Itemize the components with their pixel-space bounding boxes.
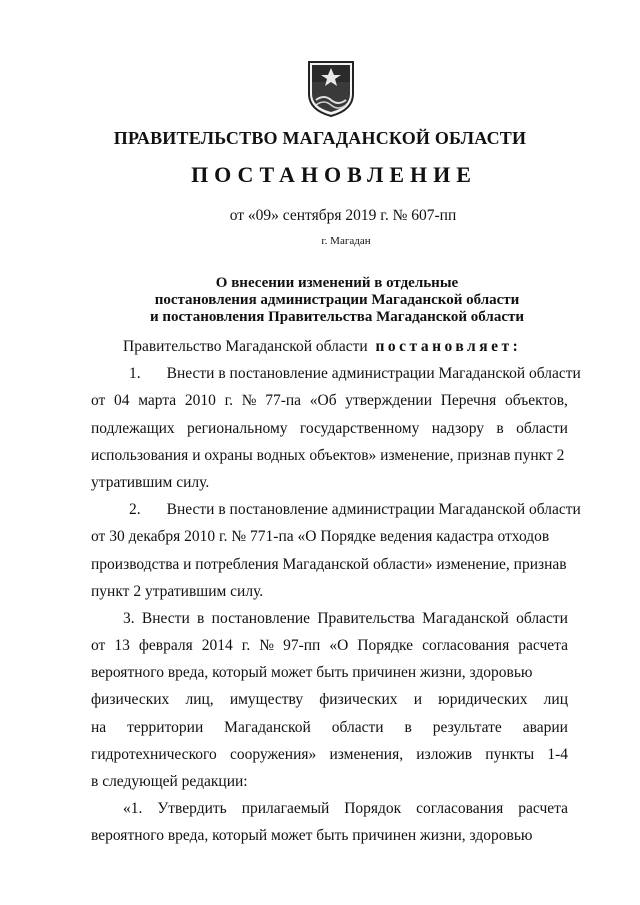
text-word: территории [127, 718, 204, 736]
text-word: февраля [138, 637, 193, 655]
text-word: 1. [129, 365, 141, 383]
text-word: вероятного вреда, который может быть причинен жизни, здоровью [91, 664, 533, 682]
text-line [91, 741, 568, 768]
text-word: использования и охраны водных объектов» изменение, признав пункт 2 [91, 446, 565, 464]
text-word: 13 [114, 637, 130, 655]
text-word: согласования [416, 800, 504, 818]
text-word: аварии [522, 718, 568, 736]
text-word: объектов, [504, 392, 568, 410]
text-word: на [91, 718, 107, 736]
preamble-keyword: постановляет: [375, 338, 522, 355]
text-word: 2014 [201, 637, 233, 655]
text-line [91, 469, 568, 496]
text-word: гидротехнического [91, 745, 217, 763]
text-word: Магаданской [422, 609, 509, 627]
text-word: в [404, 718, 412, 736]
paragraph-3 [91, 605, 568, 795]
text-word: утратившим силу. [91, 473, 210, 491]
text-word: от 30 декабря 2010 г. № 771-па «О Порядке ведения кадастра отходов [91, 528, 550, 546]
text-word: производства и потребления Магаданской области» изменение, признав [91, 555, 567, 573]
text-line [91, 360, 581, 387]
text-word: надзору [431, 419, 485, 437]
text-word: от [91, 392, 106, 410]
text-line [91, 714, 568, 741]
text-word: Магаданской [224, 718, 311, 736]
preamble [91, 333, 568, 360]
text-word: «О [329, 637, 349, 655]
text-word: области [331, 718, 384, 736]
text-word: 2010 [184, 392, 216, 410]
text-word: расчета [518, 800, 568, 818]
text-word: 77-па [265, 392, 302, 410]
text-line [91, 523, 568, 550]
text-word: г. [241, 637, 251, 655]
text-word: Порядок [344, 800, 402, 818]
text-word: вероятного вреда, который может быть причинен жизни, здоровью [91, 827, 533, 845]
text-word: Внести [141, 609, 190, 627]
text-word: области [516, 609, 568, 627]
paragraph-1 [91, 360, 581, 496]
text-word: результате [432, 718, 502, 736]
text-word: Внести в постановление администрации Магаданской области [166, 365, 581, 383]
document-city: г. Магадан [321, 235, 371, 247]
text-word: от [91, 637, 106, 655]
text-word: сооружения» [229, 745, 317, 763]
text-line [91, 578, 568, 605]
text-word: лиц, [185, 691, 214, 709]
text-word: в [197, 609, 205, 627]
document-type: ПОСТАНОВЛЕНИЕ [191, 162, 477, 187]
text-word: 04 [114, 392, 130, 410]
subject-line: и постановления Правительства Магаданской области [149, 309, 525, 325]
text-word: Порядке [357, 637, 414, 655]
subject-line: постановления администрации Магаданской области [154, 292, 520, 308]
text-word: физических [319, 691, 398, 709]
text-word: юридических [438, 691, 528, 709]
text-word: изменения, [329, 745, 404, 763]
document-subject [0, 275, 640, 326]
text-word: г. [224, 392, 234, 410]
government-name: ПРАВИТЕЛЬСТВО МАГАДАНСКОЙ ОБЛАСТИ [113, 128, 527, 148]
text-word: имуществу [229, 691, 304, 709]
document-body [91, 333, 581, 850]
text-line [91, 768, 568, 795]
text-word: марта [138, 392, 177, 410]
text-word: Перечня [440, 392, 497, 410]
text-line [91, 632, 568, 659]
text-line [91, 795, 568, 822]
text-word: физических [91, 691, 170, 709]
text-word: 3. [123, 609, 135, 627]
preamble-text: Правительство Магаданской области [123, 338, 368, 355]
text-word: государственному [299, 419, 420, 437]
text-word: изложив [416, 745, 473, 763]
paragraph-4 [91, 795, 568, 849]
text-word: постановление [211, 609, 311, 627]
text-line [91, 415, 568, 442]
document-date-number: от «09» сентября 2019 г. № 607-пп [229, 207, 457, 224]
text-word: в [496, 419, 504, 437]
text-word: «Об [309, 392, 337, 410]
text-word: в следующей редакции: [91, 773, 248, 790]
text-line [91, 659, 568, 686]
text-word: утверждении [345, 392, 433, 410]
text-line [91, 387, 568, 414]
text-word: и [413, 691, 422, 709]
text-word: региональному [187, 419, 288, 437]
text-word: 1-4 [547, 745, 568, 763]
text-line [91, 551, 568, 578]
text-word: пункт 2 утратившим силу. [91, 582, 264, 600]
text-word: «1. [123, 800, 143, 818]
subject-line: О внесении изменений в отдельные [215, 275, 459, 291]
text-word: прилагаемый [241, 800, 330, 818]
text-word: Правительства [317, 609, 415, 627]
text-word: лиц [543, 691, 568, 709]
paragraph-2 [91, 496, 581, 605]
text-word: расчета [518, 637, 568, 655]
text-word: подлежащих [91, 419, 175, 437]
text-word: 97-пп [283, 637, 321, 655]
text-word: № [241, 392, 257, 410]
text-word: области [516, 419, 568, 437]
text-line [91, 496, 581, 523]
text-word: № [259, 637, 275, 655]
text-line [91, 442, 568, 469]
text-word: Внести в постановление администрации Магаданской области [166, 501, 581, 519]
text-word: Утвердить [157, 800, 227, 818]
text-line [91, 686, 568, 713]
coat-of-arms-icon [306, 60, 356, 118]
text-word: согласования [422, 637, 510, 655]
text-line [91, 822, 568, 849]
text-word: 2. [129, 501, 141, 519]
text-line [91, 605, 568, 632]
text-word: пункты [485, 745, 535, 763]
